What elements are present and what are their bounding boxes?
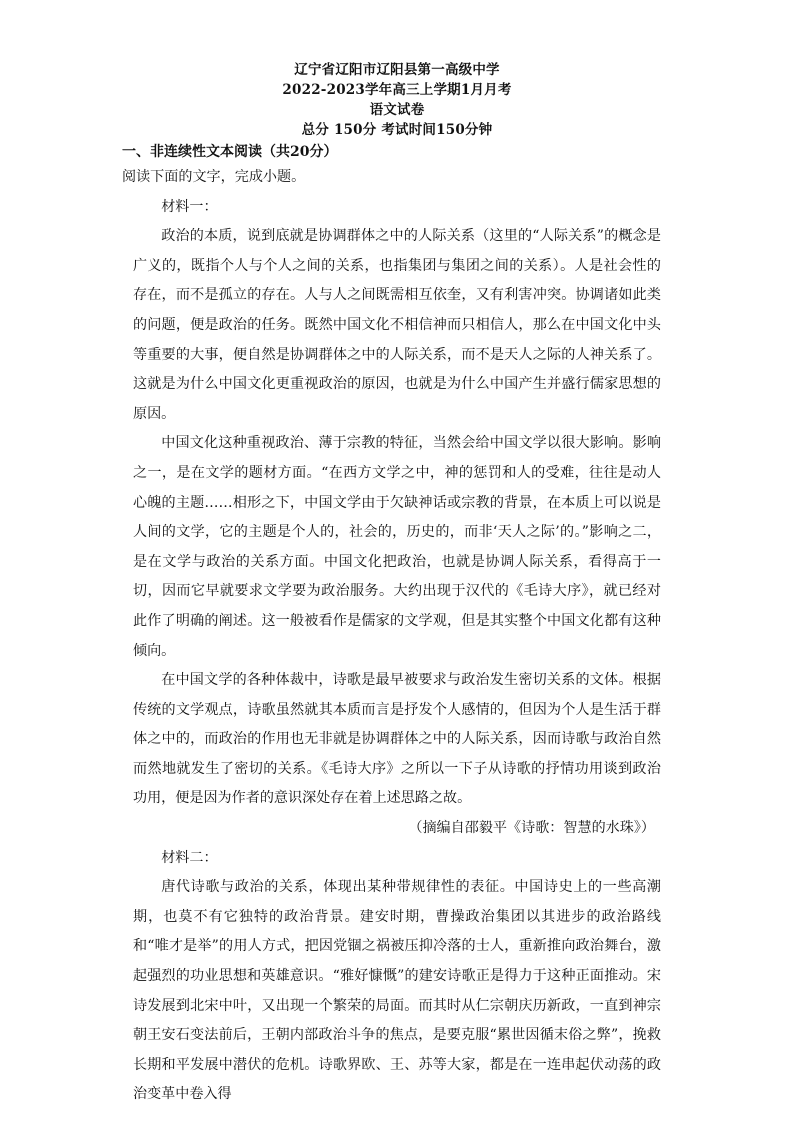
material-one-paragraph-2: 中国文化这种重视政治、薄于宗教的特征，当然会给中国文学以很大影响。影响之一，是在文学的题材方面。“在西方文学之中，神的惩罚和人的受难，往往是动人心魄的主题……相形之下，中国文学由于欠缺神话或宗教的背景，在本质上可以说是人间的文学，它的主题是个人的，社会的，历史的，而非‘天人之际’的。”影响之二，是在文学与政治的关系方面。中国文化把政治，也就是协调人际关系，看得高于一切，因而它早就要求文学要为政治服务。大约出现于汉代的《毛诗大序》，就已经对此作了明确的阐述。这一般被看作是儒家的文学观，但是其实整个中国文化都有这种倾向。 xyxy=(133,435,661,659)
material-one-paragraph-1: 政治的本质，说到底就是协调群体之中的人际关系（这里的“人际关系”的概念是广义的，既指个人与个人之间的关系，也指集团与集团之间的关系）。人是社会性的存在，而不是孤立的存在。人与人之间既需相互依奎，又有利害冲突。协调诸如此类的问题，便是政治的任务。既然中国文化不相信神而只相信人，那么在中国文化中头等重要的大事，便自然是协调群体之中的人际关系，而不是天人之际的人神关系了。这就是为什么中国文化更重视政治的原因，也就是为什么中国产生并盛行儒家思想的原因。 xyxy=(133,228,661,422)
exam-term: 2022-2023学年高三上学期1月月考 xyxy=(282,82,512,98)
school-title: 辽宁省辽阳市辽阳县第一高级中学 xyxy=(294,62,500,78)
reading-instruction: 阅读下面的文字，完成小题。 xyxy=(122,169,306,185)
exam-subject: 语文试卷 xyxy=(369,102,425,118)
material-two-label: 材料二： xyxy=(161,849,218,866)
section-heading: 一、非连续性文本阅读（共20分） xyxy=(122,144,338,160)
material-one-paragraph-3: 在中国文学的各种体裁中，诗歌是最早被要求与政治发生密切关系的文体。根据传统的文学观点，诗歌虽然就其本质而言是抒发个人感情的，但因为个人是生活于群体之中的，而政治的作用也无非就是协调群体之中的人际关系，因而诗歌与政治自然而然地就发生了密切的关系。《毛诗大序》之所以一下子从诗歌的抒情功用谈到政治功用，便是因为作者的意识深处存在着上述思路之故。 xyxy=(133,672,661,807)
material-one-source: （摘编自邵毅平《诗歌：智慧的水珠》） xyxy=(408,820,655,837)
material-one-label: 材料一： xyxy=(161,198,218,215)
material-two-paragraph-1: 唐代诗歌与政治的关系，体现出某种带规律性的表征。中国诗史上的一些高潮期，也莫不有它独特的政治背景。建安时期，曹操政治集团以其进步的政治路线和“唯才是举”的用人方式，把因党锢之祸被压抑冷落的士人，重新推向政治舞台，激起强烈的功业思想和英雄意识。“雅好慷慨”的建安诗歌正是得力于这种正面推动。宋诗发展到北宋中叶，又出现一个繁荣的局面。而其时从仁宗朝庆历新政，一直到神宗朝王安石变法前后，王朝内部政治斗争的焦点，是要克服“累世因循末俗之弊”，挽救长期和平发展中潜伏的危机。诗歌界欧、王、苏等大家，都是在一连串起伏动荡的政治变革中卷入得 xyxy=(133,879,661,1103)
score-and-time: 总分 150分 考试时间150分钟 xyxy=(301,122,493,138)
exam-page xyxy=(122,60,661,1110)
